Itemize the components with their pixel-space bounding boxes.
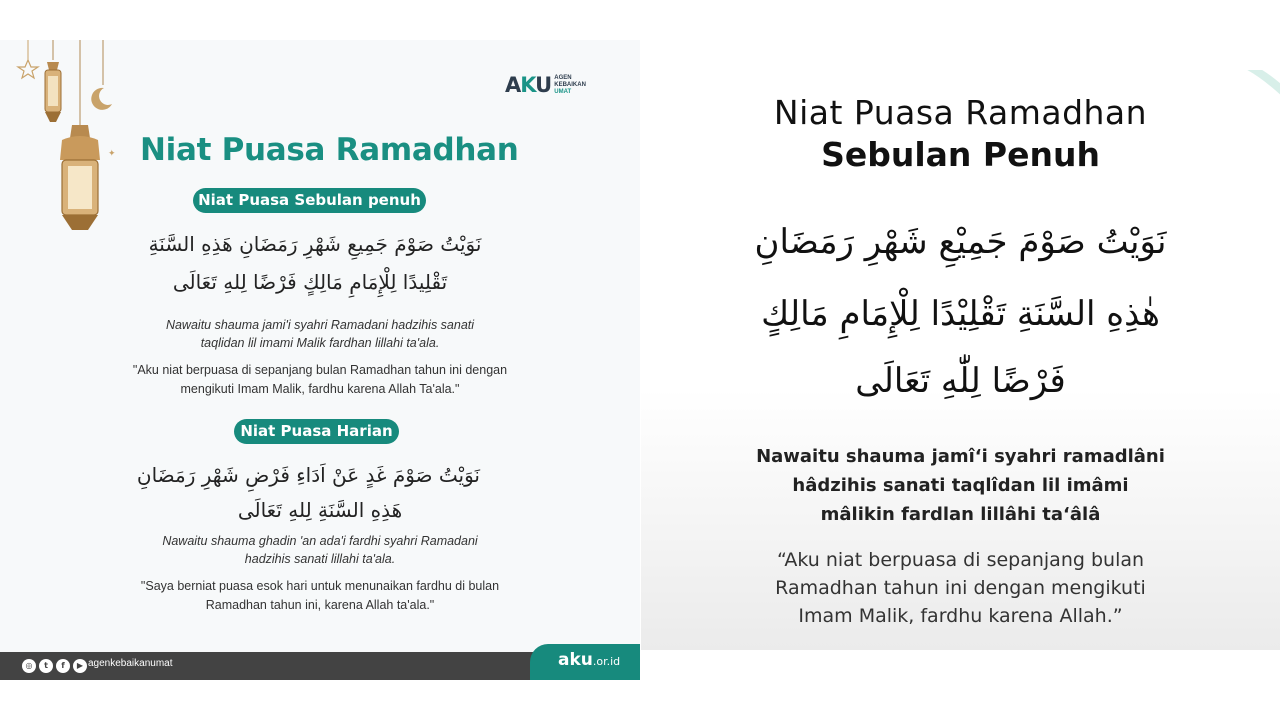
twitter-icon[interactable]: t [39,659,53,673]
transliteration-line: Nawaitu shauma ghadin 'an ada'i fardhi syahri Ramadani [162,534,478,548]
brand-logo [505,73,586,97]
translation-block [80,361,560,399]
brand-logo-letter: A [505,73,521,97]
arabic-text-line: نَوَيْتُ صَوْمَ غَدٍ عَنْ اَدَاءِ فَرْضِ شَهْرِ رَمَضَانِ [136,463,480,487]
large-lantern-icon [60,125,100,230]
transliteration-block [90,316,550,352]
brand-tagline-line: UMAT [554,88,572,95]
arabic-text-line: نَوَيْتُ صَوْمَ جَمِيْعِ شَهْرِ رَمَضَانِ [754,222,1167,262]
poster-subtitle: Sebulan Penuh [821,135,1100,174]
transliteration-line: mâlikin fardlan lillâhi ta‘âlâ [820,504,1101,525]
translation-block [641,546,1280,630]
translation-line: Imam Malik, fardhu karena Allah.” [798,605,1123,627]
website-badge[interactable] [530,644,640,680]
social-icons [22,659,87,673]
poster-title: Niat Puasa Ramadhan [140,132,519,168]
website-domain: .or.id [592,655,621,668]
arabic-text-line: فَرْضًا لِلّٰهِ تَعَالَى [855,361,1066,401]
arabic-text-line: نَوَيْتُ صَوْمَ جَمِيعِ شَهْرِ رَمَضَانِ هَذِهِ السَّنَةِ [148,232,482,256]
lantern-decoration [0,40,140,240]
poster-title: Niat Puasa Ramadhan [773,93,1148,132]
arabic-text-line: هَذِهِ السَّنَةِ لِلهِ تَعَالَى [237,498,403,522]
transliteration-line: taqlidan lil imami Malik fardhan lillahi ta'ala. [200,336,440,350]
translation-block [90,577,550,615]
section-label-daily: Niat Puasa Harian [234,419,399,444]
transliteration-line: hadzihis sanati lillahi ta'ala. [244,552,396,566]
brand-tagline [554,75,586,96]
right-poster [641,70,1280,650]
brand-tagline-line: AGEN [554,74,572,81]
arabic-text-line: تَقْلِيدًا لِلْإِمَامِ مَالِكٍ فَرْضًا لِلهِ تَعَالَى [172,270,448,294]
translation-line: “Aku niat berpuasa di sepanjang bulan [776,549,1145,571]
facebook-icon[interactable]: f [56,659,70,673]
instagram-icon[interactable]: ◎ [22,659,36,673]
small-lantern-icon [45,62,61,122]
website-name: aku [558,650,593,670]
arabic-text-line: هٰذِهِ السَّنَةِ تَقْلِيْدًا لِلْإِمَامِ مَالِكٍ [761,294,1160,334]
translation-line: "Saya berniat puasa esok hari untuk menunaikan fardhu di bulan [140,579,500,593]
section-label-monthly: Niat Puasa Sebulan penuh [193,188,426,213]
brand-tagline-line: KEBAIKAN [554,81,586,88]
brand-logo-letter: K [520,73,536,97]
transliteration-line: hâdzihis sanati taqlîdan lil imâmi [792,475,1129,496]
brand-logo-mark [505,73,551,97]
social-handle: agenkebaikanumat [88,658,173,669]
transliteration-block [641,442,1280,529]
brand-logo-letter: U [535,73,552,97]
transliteration-block [110,532,530,568]
star-icon [18,60,38,78]
svg-text:✦: ✦ [108,149,116,159]
transliteration-line: Nawaitu shauma jamî‘i syahri ramadlâni [756,446,1165,467]
translation-line: "Aku niat berpuasa di sepanjang bulan Ramadhan tahun ini dengan [132,363,508,377]
crescent-moon-icon [91,88,112,110]
left-poster [0,40,640,680]
translation-line: Ramadhan tahun ini dengan mengikuti [775,577,1146,599]
youtube-icon[interactable]: ▶ [73,659,87,673]
translation-line: Ramadhan tahun ini, karena Allah ta'ala." [205,598,435,612]
transliteration-line: Nawaitu shauma jami'i syahri Ramadani hadzihis sanati [165,318,475,332]
translation-line: mengikuti Imam Malik, fardhu karena Allah Ta'ala." [180,382,460,396]
